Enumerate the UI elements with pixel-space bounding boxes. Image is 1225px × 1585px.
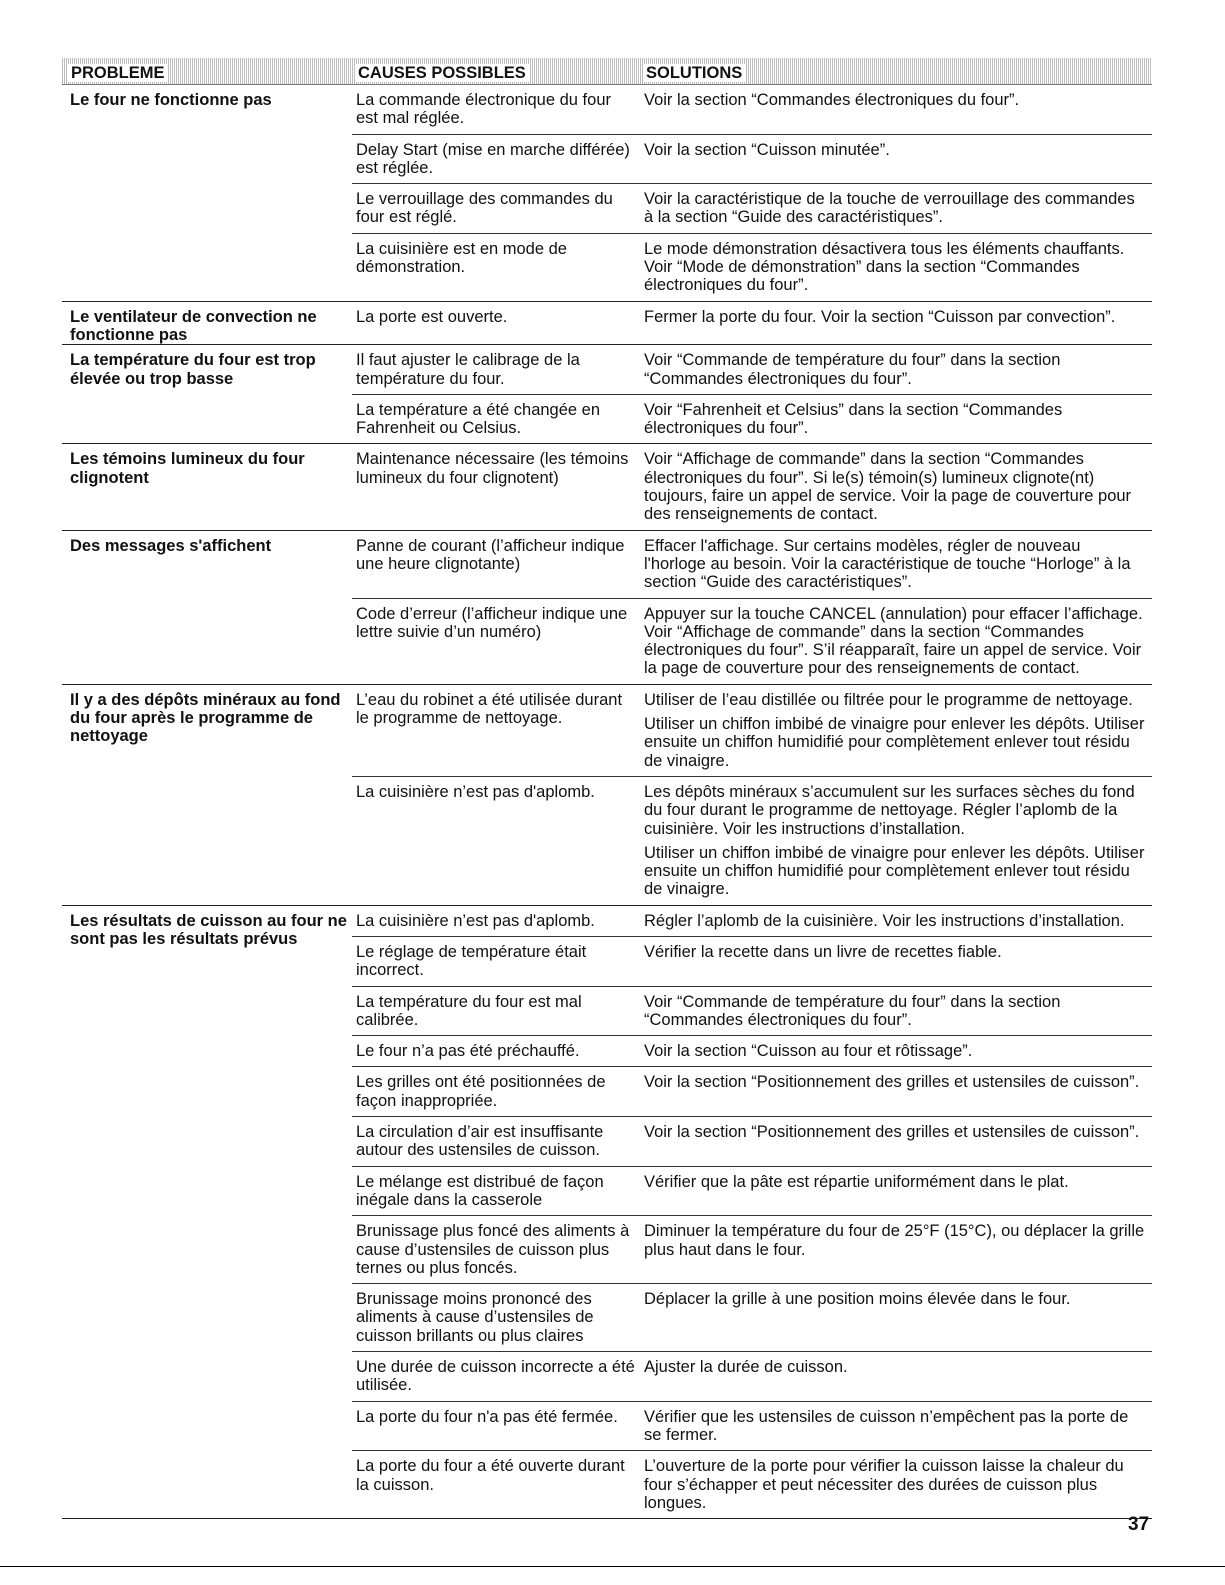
- cause-cell: La température a été changée en Fahrenheit ou Celsius.: [356, 400, 601, 438]
- solution-cell: [639, 85, 1152, 134]
- cause-cell: Le four n’a pas été préchauffé.: [356, 1042, 580, 1061]
- cause-cell: La cuisinière n’est pas d'aplomb.: [356, 782, 595, 801]
- cause-cell: La commande électronique du four est mal réglée.: [356, 91, 611, 128]
- cause-cell: Il faut ajuster le calibrage de la température du four.: [356, 351, 580, 388]
- cause-cell: La porte est ouverte.: [356, 307, 508, 326]
- problem-group: [62, 302, 1152, 346]
- table-row: [352, 1351, 1152, 1401]
- table-row: [352, 1035, 1152, 1066]
- table-row: [352, 1116, 1152, 1166]
- solution-paragraph: Effacer l'affichage. Sur certains modèles, régler de nouveau l'horloge au besoin. Voir la caractéristique de touche “Horloge” à la section “Guide des caractéristiques”.: [644, 536, 1131, 592]
- cause-rows: [352, 685, 1152, 905]
- solution-paragraph: Voir “Affichage de commande” dans la section “Commandes électroniques du four”. Si le(s) témoin(s) lumineux clignote(nt) toujours, faire un appel de service. Voir la page de couverture pour des renseignements de contact.: [644, 450, 1132, 524]
- problem-label: La température du four est trop élevée ou trop basse: [70, 351, 316, 388]
- cause-rows: [352, 85, 1152, 301]
- table-row: [352, 444, 1152, 529]
- solution-cell: [639, 395, 1152, 444]
- solution-paragraph: Vérifier que la pâte est répartie uniformément dans le plat.: [644, 1172, 1069, 1191]
- table-row: [352, 906, 1152, 936]
- solution-paragraph: Voir la section “Cuisson au four et rôtissage”.: [644, 1042, 973, 1061]
- solution-paragraph: Utiliser un chiffon imbibé de vinaigre pour enlever les dépôts. Utiliser ensuite un chiffon humidifié pour complètement enlever tout résidu de vinaigre.: [644, 715, 1145, 770]
- header-solutions: SOLUTIONS: [643, 64, 745, 82]
- solution-cell: [639, 234, 1152, 301]
- problem-group: [62, 444, 1152, 530]
- cause-cell: L’eau du robinet a été utilisée durant le programme de nettoyage.: [356, 690, 623, 728]
- table-body: [62, 85, 1152, 1519]
- cause-cell: Le réglage de température était incorrect.: [356, 942, 587, 980]
- solution-cell: [639, 1284, 1152, 1351]
- cause-cell: La porte du four a été ouverte durant la cuisson.: [356, 1457, 625, 1494]
- cause-rows: [352, 531, 1152, 684]
- problem-label: Le four ne fonctionne pas: [70, 91, 272, 109]
- solution-cell: [639, 1216, 1152, 1283]
- problem-label: Des messages s'affichent: [70, 536, 272, 555]
- solution-cell: [639, 302, 1152, 332]
- solution-cell: [639, 685, 1152, 776]
- table-row: [352, 134, 1152, 184]
- header-causes: CAUSES POSSIBLES: [355, 64, 529, 82]
- table-row: [352, 302, 1152, 332]
- cause-cell: Code d’erreur (l’afficheur indique une lettre suivie d’un numéro): [356, 604, 628, 641]
- solution-paragraph: L’ouverture de la porte pour vérifier la cuisson laisse la chaleur du four s’échapper et peut nécessiter des durées de cuisson plus longues.: [644, 1457, 1124, 1512]
- solution-cell: [639, 444, 1152, 529]
- problem-label: Il y a des dépôts minéraux au fond du four après le programme de nettoyage: [70, 690, 341, 746]
- table-row: [352, 345, 1152, 394]
- problem-group: [62, 345, 1152, 444]
- solution-cell: [639, 937, 1152, 986]
- table-row: [352, 986, 1152, 1036]
- table-row: [352, 233, 1152, 301]
- cause-cell: Le verrouillage des commandes du four est réglé.: [356, 190, 613, 227]
- table-row: [352, 1401, 1152, 1451]
- solution-cell: [639, 599, 1152, 684]
- solution-cell: [639, 1451, 1152, 1518]
- solution-paragraph: Voir “Commande de température du four” dans la section “Commandes électroniques du four”.: [644, 351, 1061, 388]
- table-row: [352, 85, 1152, 134]
- solution-cell: [639, 906, 1152, 936]
- solution-cell: [639, 1117, 1152, 1166]
- solution-paragraph: Voir la caractéristique de la touche de verrouillage des commandes à la section “Guide des caractéristiques”.: [644, 190, 1135, 227]
- solution-paragraph: Voir “Fahrenheit et Celsius” dans la section “Commandes électroniques du four”.: [644, 400, 1063, 438]
- problem-group: [62, 85, 1152, 302]
- solution-paragraph: Déplacer la grille à une position moins élevée dans le four.: [644, 1290, 1071, 1309]
- solution-cell: [639, 1036, 1152, 1066]
- solution-paragraph: Voir la section “Positionnement des grilles et ustensiles de cuisson”.: [644, 1073, 1140, 1092]
- table-row: [352, 936, 1152, 986]
- table-row: [352, 776, 1152, 905]
- table-row: [352, 685, 1152, 776]
- solution-paragraph: Vérifier la recette dans un livre de recettes fiable.: [644, 942, 1002, 961]
- solution-cell: [639, 1402, 1152, 1451]
- cause-cell: La porte du four n'a pas été fermée.: [356, 1407, 618, 1426]
- cause-rows: [352, 444, 1152, 529]
- footer-rule: [0, 1566, 1225, 1567]
- solution-paragraph: Utiliser de l’eau distillée ou filtrée pour le programme de nettoyage.: [644, 690, 1133, 709]
- cause-cell: La cuisinière n’est pas d'aplomb.: [356, 911, 595, 930]
- problem-label: Les résultats de cuisson au four ne sont pas les résultats prévus: [70, 911, 347, 948]
- table-row: [352, 183, 1152, 233]
- problem-group: [62, 531, 1152, 685]
- table-row: [352, 1066, 1152, 1116]
- solution-paragraph: Fermer la porte du four. Voir la section “Cuisson par convection”.: [644, 307, 1116, 326]
- solution-paragraph: Voir la section “Positionnement des grilles et ustensiles de cuisson”.: [644, 1123, 1140, 1142]
- solution-paragraph: Régler l’aplomb de la cuisinière. Voir les instructions d’installation.: [644, 911, 1125, 930]
- table-row: [352, 531, 1152, 598]
- solution-cell: [639, 345, 1152, 394]
- cause-rows: [352, 302, 1152, 345]
- solution-cell: [639, 777, 1152, 905]
- header-problem: PROBLEME: [68, 64, 168, 82]
- solution-cell: [639, 1067, 1152, 1116]
- solution-paragraph: Voir la section “Commandes électroniques du four”.: [644, 91, 1020, 109]
- table-row: [352, 1450, 1152, 1518]
- table-row: [352, 394, 1152, 444]
- page-number: 37: [1128, 1514, 1150, 1535]
- solution-paragraph: Utiliser un chiffon imbibé de vinaigre pour enlever les dépôts. Utiliser ensuite un chiffon humidifié pour complètement enlever tout résidu de vinaigre.: [644, 843, 1145, 899]
- solution-cell: [639, 184, 1152, 233]
- cause-cell: Les grilles ont été positionnées de façon inappropriée.: [356, 1073, 606, 1110]
- solution-paragraph: Le mode démonstration désactivera tous les éléments chauffants. Voir “Mode de démonstration” dans la section “Commandes électroniques du four”.: [644, 239, 1125, 295]
- table-row: [352, 1215, 1152, 1283]
- solution-cell: [639, 987, 1152, 1036]
- table-row: [352, 1166, 1152, 1216]
- cause-rows: [352, 345, 1152, 443]
- cause-cell: La température du four est mal calibrée.: [356, 992, 582, 1029]
- problem-label: Les témoins lumineux du four clignotent: [70, 450, 305, 487]
- solution-cell: [639, 1352, 1152, 1401]
- table-header: [62, 58, 1152, 85]
- cause-cell: Le mélange est distribué de façon inégale dans la casserole: [356, 1172, 604, 1209]
- solution-cell: [639, 531, 1152, 598]
- solution-paragraph: Voir “Commande de température du four” dans la section “Commandes électroniques du four”.: [644, 992, 1061, 1029]
- problem-group: [62, 906, 1152, 1519]
- cause-rows: [352, 906, 1152, 1518]
- solution-paragraph: Vérifier que les ustensiles de cuisson n’empêchent pas la porte de se fermer.: [644, 1407, 1129, 1444]
- cause-cell: Brunissage moins prononcé des aliments à cause d’ustensiles de cuisson brillants ou plus claires: [356, 1290, 594, 1345]
- solution-paragraph: Appuyer sur la touche CANCEL (annulation) pour effacer l’affichage. Voir “Affichage de commande” dans la section “Commandes électroniques du four”. S’il réapparaît, faire un appel de service. Voir la page de couverture pour des renseignements de contact.: [644, 604, 1143, 678]
- table-row: [352, 1283, 1152, 1351]
- solution-cell: [639, 1167, 1152, 1216]
- solution-paragraph: Diminuer la température du four de 25°F (15°C), ou déplacer la grille plus haut dans le four.: [644, 1222, 1145, 1259]
- problem-group: [62, 685, 1152, 906]
- table-row: [352, 598, 1152, 684]
- solution-paragraph: Voir la section “Cuisson minutée”.: [644, 140, 890, 159]
- problem-label: Le ventilateur de convection ne fonctionne pas: [70, 307, 317, 344]
- solution-paragraph: Ajuster la durée de cuisson.: [644, 1358, 848, 1377]
- cause-cell: Maintenance nécessaire (les témoins lumineux du four clignotent): [356, 450, 629, 487]
- solution-paragraph: Les dépôts minéraux s’accumulent sur les surfaces sèches du fond du four durant le programme de nettoyage. Régler l’aplomb de la cuisinière. Voir les instructions d’installation.: [644, 782, 1135, 838]
- cause-cell: Panne de courant (l’afficheur indique une heure clignotante): [356, 536, 625, 573]
- cause-cell: Une durée de cuisson incorrecte a été utilisée.: [356, 1358, 635, 1395]
- cause-cell: La cuisinière est en mode de démonstration.: [356, 239, 567, 277]
- troubleshooting-table: [62, 58, 1152, 1519]
- cause-cell: Brunissage plus foncé des aliments à cause d’ustensiles de cuisson plus ternes ou plus foncés.: [356, 1222, 630, 1277]
- cause-cell: Delay Start (mise en marche différée) est réglée.: [356, 140, 630, 177]
- solution-cell: [639, 135, 1152, 184]
- cause-cell: La circulation d’air est insuffisante autour des ustensiles de cuisson.: [356, 1123, 604, 1160]
